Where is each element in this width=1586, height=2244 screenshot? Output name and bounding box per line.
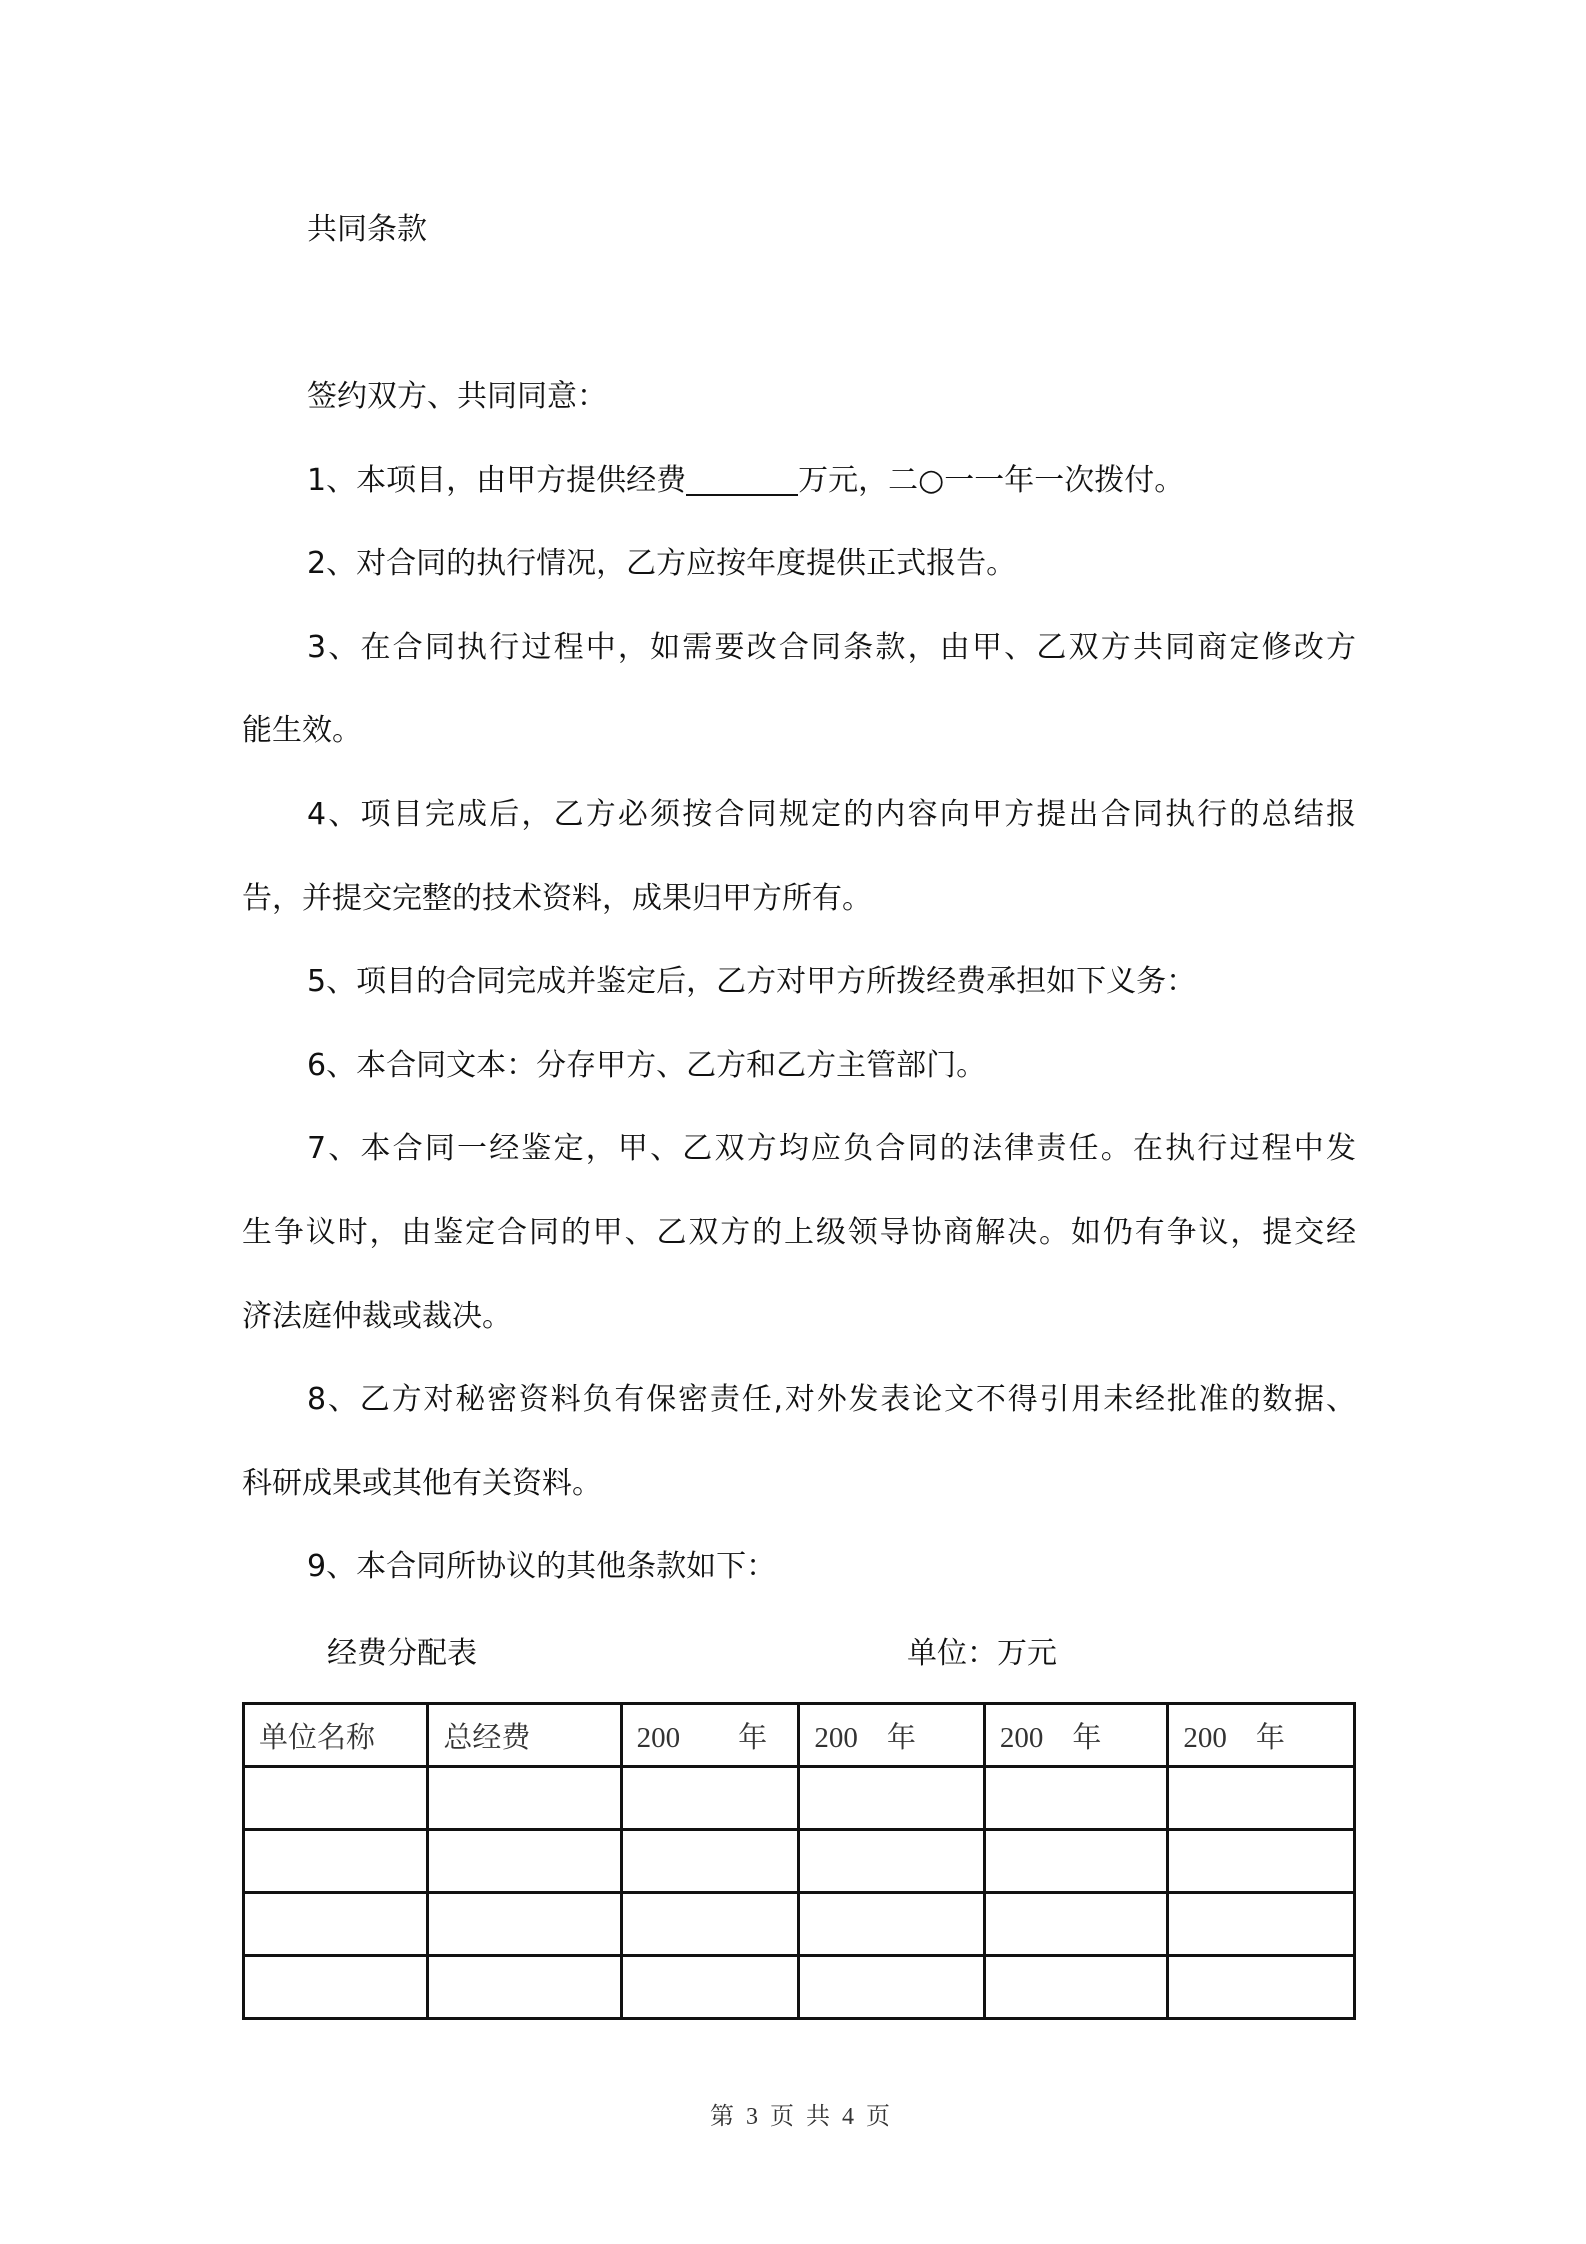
table-cell [799, 1893, 985, 1956]
table-cell [244, 1893, 428, 1956]
table-cell [1168, 1893, 1355, 1956]
intro-line: 签约双方、共同同意： [307, 379, 607, 414]
header-cell: 200 年 [984, 1704, 1168, 1767]
table-cell [621, 1956, 799, 2019]
table-cell [621, 1893, 799, 1956]
funding-table [242, 1702, 1356, 2020]
table-cell [799, 1830, 985, 1893]
table-cell [1168, 1956, 1355, 2019]
clause-9: 9、本合同所协议的其他条款如下： [307, 1549, 777, 1585]
table-cell [244, 1830, 428, 1893]
page-number: 第 3 页 共 4 页 [710, 2104, 890, 2130]
table-cell [428, 1767, 621, 1830]
clause-6: 6、本合同文本：分存甲方、乙方和乙方主管部门。 [307, 1047, 987, 1083]
clause-1 [242, 439, 1356, 523]
clause-3-cont: 能生效。 [242, 713, 362, 749]
header-cell: 200 年 [799, 1704, 985, 1767]
table-row [244, 1893, 1355, 1956]
table-cell [428, 1893, 621, 1956]
clause-7-cont: 生争议时，由鉴定合同的甲、乙双方的上级领导协商解决。如仍有争议，提交经 [242, 1214, 1356, 1250]
clause-8: 8、乙方对秘密资料负有保密责任,对外发表论文不得引用未经批准的数据、 [307, 1382, 1356, 1418]
header-cell: 单位名称 [244, 1704, 428, 1767]
funding-blank [686, 458, 798, 496]
table-cell [621, 1830, 799, 1893]
clause-5: 5、项目的合同完成并鉴定后，乙方对甲方所拨经费承担如下义务： [307, 964, 1197, 1000]
clause-4: 4、项目完成后，乙方必须按合同规定的内容向甲方提出合同执行的总结报 [307, 796, 1356, 832]
table-row [244, 1767, 1355, 1830]
header-cell: 200 年 [621, 1704, 799, 1767]
table-cell [984, 1830, 1168, 1893]
table-cell [799, 1956, 985, 2019]
clause-4-cont: 告，并提交完整的技术资料，成果归甲方所有。 [242, 880, 872, 916]
clauses [242, 355, 1356, 1609]
clause-3: 3、在合同执行过程中，如需要改合同条款，由甲、乙双方共同商定修改方 [307, 629, 1356, 665]
table-cell [984, 1893, 1168, 1956]
table-cell [1168, 1767, 1355, 1830]
table-caption: 经费分配表 [327, 1636, 477, 1671]
clause-1-text-end: 万元，二○一一年一次拨付。 [798, 462, 1185, 498]
table-cell [244, 1767, 428, 1830]
table-cell [984, 1956, 1168, 2019]
table-cell [621, 1767, 799, 1830]
header-cell: 200 年 [1168, 1704, 1355, 1767]
table-cell [244, 1956, 428, 2019]
table-row [244, 1956, 1355, 2019]
table-unit: 单位：万元 [907, 1636, 1057, 1671]
header-cell: 总经费 [428, 1704, 621, 1767]
clause-1-text: 1、本项目，由甲方提供经费 [307, 462, 687, 498]
clause-7: 7、本合同一经鉴定，甲、乙双方均应负合同的法律责任。在执行过程中发 [307, 1131, 1356, 1167]
clause-7-cont2: 济法庭仲裁或裁决。 [242, 1298, 512, 1334]
clause-8-cont: 科研成果或其他有关资料。 [242, 1465, 602, 1501]
section-title: 共同条款 [307, 212, 427, 247]
table-cell [428, 1830, 621, 1893]
table-cell [799, 1767, 985, 1830]
table-header-row [244, 1704, 1355, 1767]
table-cell [1168, 1830, 1355, 1893]
table-row [244, 1830, 1355, 1893]
table-cell [984, 1767, 1168, 1830]
clause-2: 2、对合同的执行情况，乙方应按年度提供正式报告。 [307, 546, 1017, 582]
table-cell [428, 1956, 621, 2019]
